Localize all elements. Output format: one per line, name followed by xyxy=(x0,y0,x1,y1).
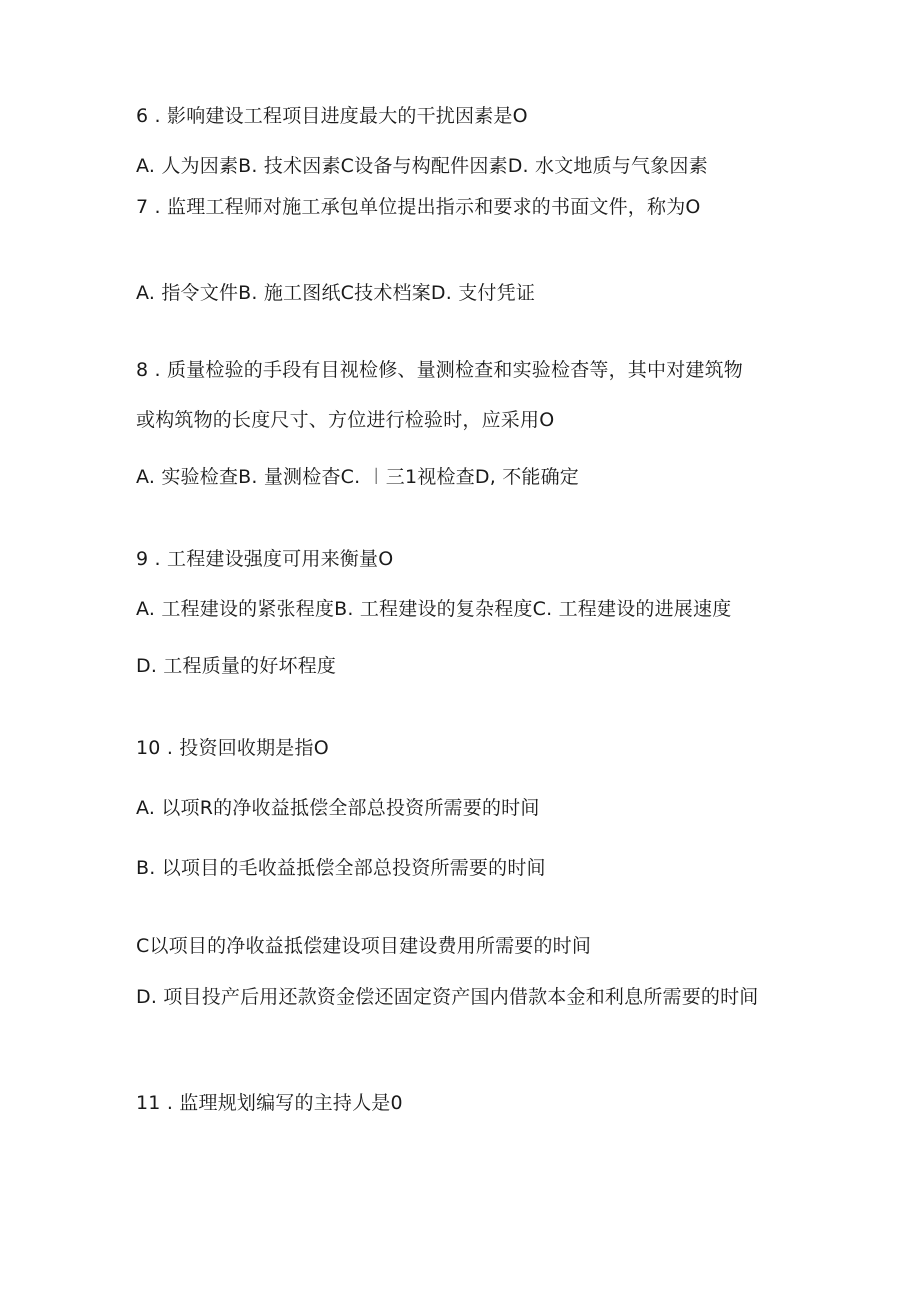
question-11-stem: 11 . 监理规划编写的主持人是0 xyxy=(136,1092,403,1114)
question-10-stem: 10 . 投资回收期是指O xyxy=(136,737,329,759)
question-10-option-b: B. 以项目的毛收益抵偿全部总投资所需要的时间 xyxy=(136,857,546,879)
question-8-options: A. 实验检查B. 量测检杳C. ︱三1视检查D, 不能确定 xyxy=(136,466,580,488)
question-9-stem: 9 . 工程建设强度可用来衡量O xyxy=(136,548,394,570)
question-9-option-d: D. 工程质量的好坏程度 xyxy=(136,655,337,677)
question-8-stem-line-1: 8 . 质量检验的手段有目视检修、量测检查和实验检杳等，其中对建筑物 xyxy=(136,359,744,381)
question-7-stem: 7 . 监理工程师对施工承包单位提出指示和要求的书面文件，称为O xyxy=(136,196,701,218)
question-10-option-d: D. 项目投产后用还款资金偿还固定资产国内借款本金和利息所需要的时间 xyxy=(136,986,759,1008)
question-6-stem: 6 . 影响建设工程项目进度最大的干扰因素是O xyxy=(136,105,528,127)
question-8-stem-line-2: 或构筑物的长度尺寸、方位进行检验时，应采用O xyxy=(136,409,555,431)
question-6-options: A. 人为因素B. 技术因素C设备与构配件因素D. 水文地质与气象因素 xyxy=(136,155,708,177)
question-9-options-abc: A. 工程建设的紧张程度B. 工程建设的复杂程度C. 工程建设的进展速度 xyxy=(136,598,732,620)
question-10-option-a: A. 以项R的净收益抵偿全部总投资所需要的时间 xyxy=(136,797,540,819)
question-7-options: A. 指令文件B. 施工图纸C技术档案D. 支付凭证 xyxy=(136,282,536,304)
question-10-option-c: C以项目的净收益抵偿建设项目建设费用所需要的时间 xyxy=(136,935,592,957)
